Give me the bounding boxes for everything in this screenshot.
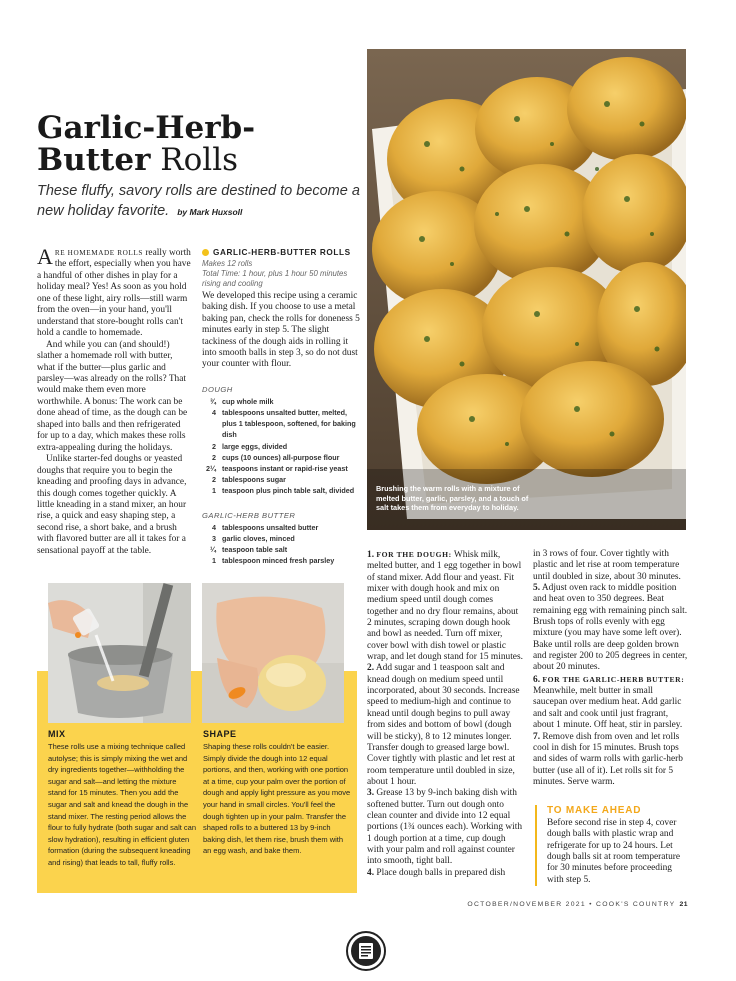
step-6-text: Meanwhile, melt butter in small saucepan over medium heat. Add garlic and salt and cook until just fragrant, about 1 minute. Off heat, stir in parsley.: [533, 686, 683, 731]
recipe-note: We developed this recipe using a ceramic baking dish. If you choose to use a metal baking pan, check the rolls for doneness 5 minutes early in step 5. The slight tackiness of the dough aids in rolling it into smooth balls in step 3, so do not dust your counter with flour.: [202, 291, 360, 370]
step-1-text: Whisk milk, melted butter, and 1 egg together in bowl of stand mixer. Add flour and yeast. Fit mixer with dough hook and mix on medium speed until dough comes together and no dry flour remains, about 2 minutes, scraping down dough hook and bowl as needed. Turn off mixer, cover bowl with dish towel or plastic wrap, and let dough stand for 15 minutes.: [367, 550, 523, 663]
step-1-num: 1.: [367, 550, 375, 560]
step-2: [367, 663, 523, 788]
mix-title: MIX: [48, 729, 66, 739]
step-1-label: FOR THE DOUGH:: [376, 550, 452, 559]
ingredient-text: garlic cloves, minced: [222, 533, 295, 543]
step-3-num: 3.: [367, 788, 375, 799]
mix-photo: [48, 583, 191, 723]
dough-ingredient: [202, 463, 360, 474]
butter-ingredient: [202, 555, 360, 566]
step-5-text: Adjust oven rack to middle position and heat oven to 350 degrees. Beat remaining egg with remaining pinch salt. Brush tops of rolls evenly with egg mixture (you may have some left over). Bake until rolls are deep golden brown and register 200 to 205 degrees in center, about 20 minutes.: [533, 583, 688, 673]
step-7-text: Remove dish from oven and let rolls cool in dish for 15 minutes. Brush tops and sides of warm rolls with garlic-herb butter (use all of it). Let rolls sit for 5 minutes. Serve warm.: [533, 731, 683, 787]
recipe-title: [202, 248, 360, 257]
step-6: [533, 674, 688, 732]
step-2-text: Add sugar and 1 teaspoon salt and knead dough on medium speed until incorporated, about 30 seconds. Increase speed to medium-high and continue to knead until dough begins to pull away from sides and bottom of bowl (dough will be sticky), 8 to 12 minutes longer. Transfer dough to greased large bowl. Cover tightly with plastic and let rest at room temperature until doubled in size, about 1 hour.: [367, 663, 520, 787]
ingredient-quantity: ¾: [210, 396, 216, 406]
ingredient-quantity: 4: [212, 408, 216, 418]
intro-smallcaps: RE HOMEMADE ROLLS: [54, 249, 143, 257]
ingredient-text: tablespoons sugar: [222, 475, 286, 485]
butter-ingredients: [202, 522, 360, 567]
ingredient-quantity: 2: [212, 452, 216, 462]
shape-photo: [202, 583, 344, 723]
ingredient-text: cup whole milk: [222, 396, 274, 406]
butter-ingredient: [202, 533, 360, 544]
steps-column-2: [533, 549, 688, 788]
step-6-label: FOR THE GARLIC-HERB BUTTER:: [542, 674, 685, 684]
step-3: [367, 788, 523, 867]
ingredient-quantity: 3: [212, 533, 216, 543]
step-7-num: 7.: [533, 731, 541, 742]
bullet-dot-icon: [202, 249, 209, 256]
page-number: 21: [679, 901, 688, 908]
intro-paragraph-3: Unlike starter-fed doughs or yeasted doughs that require you to begin the kneading and proofing days in advance, this dough comes together quickly. A little kneading in a stand mixer, an hour rise, a quick and easy shaping step, a second rise, a short bake, and a brush with flavored butter are all it takes for a sensational payoff at the table.: [37, 454, 187, 556]
step-7: [533, 732, 688, 789]
ingredient-quantity: 1: [212, 486, 216, 496]
dough-ingredients: [202, 396, 360, 497]
footer-text: OCTOBER/NOVEMBER 2021 • COOK'S COUNTRY: [467, 901, 676, 908]
step-4-cont: in 3 rows of four. Cover tightly with plastic and let rise at room temperature until doubled in size, about 30 minutes.: [533, 549, 681, 582]
title-bold-line2: Butter: [37, 142, 151, 178]
ingredient-quantity: ¼: [210, 545, 216, 555]
make-ahead-box: [535, 805, 688, 886]
dropcap: A: [37, 244, 53, 269]
intro-text: [37, 244, 192, 557]
make-ahead-text: Before second rise in step 4, cover dough balls with plastic wrap and refrigerate for up to 24 hours. Let dough balls sit at room temperature for 30 minutes before proceeding with step 5.: [547, 818, 681, 885]
title-bold-line1: Garlic-Herb-: [37, 110, 256, 146]
ingredient-text: cups (10 ounces) all-purpose flour: [222, 452, 340, 462]
ingredient-text: tablespoon minced fresh parsley: [222, 556, 335, 566]
step-4-text-a: Place dough balls in prepared dish: [376, 867, 506, 878]
ingredient-text: tablespoons unsalted butter: [222, 522, 319, 532]
intro-p1: really worth the effort, especially when you have a handful of other dishes in play for a holiday meal? Yes! As soon as you hold one of these light, airy rolls—still warm from the oven—in your hand, you'll understand that store-bought rolls can't hold a candle to homemade.: [37, 248, 191, 339]
ingredient-text: teaspoons instant or rapid-rise yeast: [222, 464, 348, 474]
page-footer: [460, 901, 688, 908]
ingredient-quantity: 1: [212, 556, 216, 566]
recipe-card-icon[interactable]: [346, 931, 386, 971]
mix-text: These rolls use a mixing technique called autolyse; this is simply mixing the wet and dry ingredients together—withholding the sugar and salt—and letting the mixture stand for 15 minutes. Then you add the sugar and salt and knead the dough in the stand mixer. The resting period allows the flour to fully hydrate (both sugar and salt can slow hydration), resulting in efficient gluten formation (during the subsequent kneading and rising) that leads to tall, fluffy rolls.: [48, 742, 197, 867]
step-2-num: 2.: [367, 663, 375, 674]
butter-ingredient: [202, 522, 360, 533]
shape-text: Shaping these rolls couldn't be easier. Simply divide the dough into 12 equal portions, and then, working with one portion at a time, cup your palm over the portion of dough and apply light pressure as you move your hand in small circles. You'll feel the dough tighten up in your palm. Transfer the shaped rolls to a buttered 13 by 9-inch baking dish, let them rise, brush them with an egg wash, and bake them.: [203, 742, 351, 856]
step-1: [367, 549, 523, 663]
recipe-yield: Makes 12 rolls: [202, 259, 253, 268]
recipe-card: [202, 248, 360, 566]
steps-column-1: [367, 549, 523, 879]
dough-heading: DOUGH: [202, 384, 233, 394]
recipe-title-text: GARLIC-HERB-BUTTER ROLLS: [213, 248, 351, 257]
recipe-time: Total Time: 1 hour, plus 1 hour 50 minutes rising and cooling: [202, 269, 348, 288]
photo-caption: Brushing the warm rolls with a mixture of melted butter, garlic, parsley, and a touch of salt takes them from everyday to holiday.: [376, 484, 529, 512]
hero-photo-rolls: [367, 49, 686, 530]
dough-ingredient: [202, 485, 360, 496]
step-6-num: 6.: [533, 674, 541, 685]
page-title: [37, 112, 337, 176]
ingredient-text: teaspoon plus pinch table salt, divided: [222, 486, 355, 496]
ingredient-quantity: 2: [212, 475, 216, 485]
dough-ingredient: [202, 407, 360, 441]
shape-title: SHAPE: [203, 729, 237, 739]
dough-ingredient: [202, 441, 360, 452]
intro-paragraph-2: And while you can (and should!) slather a homemade roll with butter, what if the butter—plus garlic and parsley—was already on the rolls? That would make them even more worthwhile. A bonus: The work can be done ahead of time, as the dough can be shaped into balls and then refrigerated for up to a day, which makes these rolls extra-appealing during the holidays.: [37, 339, 188, 453]
butter-ingredient: [202, 544, 360, 555]
document-icon: [351, 936, 381, 966]
step-4-num: 4.: [367, 867, 375, 878]
ingredient-text: teaspoon table salt: [222, 545, 288, 555]
ingredient-text: large eggs, divided: [222, 441, 288, 451]
butter-heading: GARLIC-HERB BUTTER: [202, 510, 296, 520]
subtitle-text: These fluffy, savory rolls are destined to become a new holiday favorite.: [37, 183, 360, 219]
step-3-text: Grease 13 by 9-inch baking dish with softened butter. Turn out dough onto clean counter and divide into 12 equal portions (1¾ ounces each). Working with 1 dough portion at a time, cup dough with your palm and roll against counter into smooth, tight ball.: [367, 788, 523, 867]
ingredient-quantity: 4: [212, 522, 216, 532]
dough-ingredient: [202, 474, 360, 485]
byline: by Mark Huxsoll: [177, 207, 243, 217]
step-4-start: [367, 868, 523, 879]
ingredient-quantity: 2¼: [206, 464, 216, 474]
make-ahead-title: TO MAKE AHEAD: [547, 805, 642, 816]
subtitle: [37, 181, 367, 222]
title-light: Rolls: [160, 142, 239, 178]
step-5-num: 5.: [533, 583, 541, 594]
step-5: [533, 583, 688, 674]
dough-ingredient: [202, 396, 360, 407]
dough-ingredient: [202, 452, 360, 463]
ingredient-quantity: 2: [212, 441, 216, 451]
intro-paragraph-1: [37, 244, 192, 340]
ingredient-text: tablespoons unsalted butter, melted, plus 1 tablespoon, softened, for baking dish: [222, 408, 356, 440]
